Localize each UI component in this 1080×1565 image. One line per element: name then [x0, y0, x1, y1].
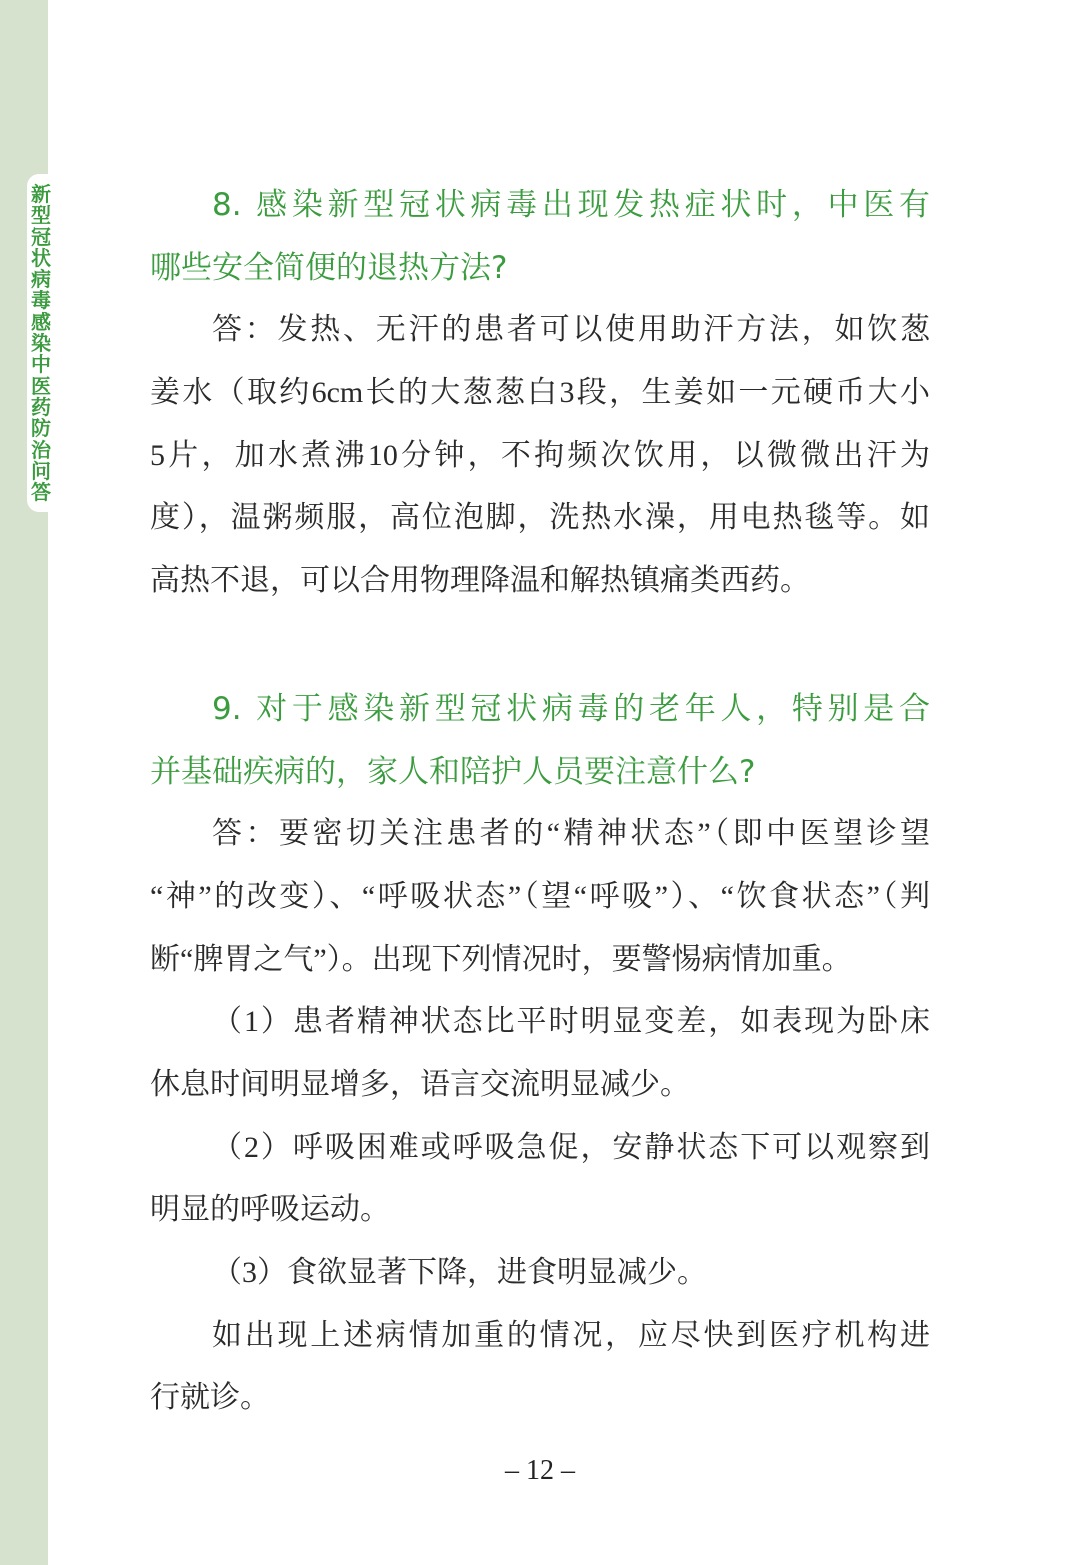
answer-9-line: 答：要密切关注患者的“精神状态”（即中医望诊望	[212, 817, 930, 851]
running-title: 新型冠状病毒感染中医药防治问答	[31, 182, 51, 505]
answer-9-line: 行就诊。	[150, 1381, 270, 1415]
answer-9-line: 断“脾胃之气”）。出现下列情况时，要警惕病情加重。	[150, 942, 852, 976]
answer-8-line: 度），温粥频服，高位泡脚，洗热水澡，用电热毯等。如	[150, 501, 930, 535]
page-content	[150, 174, 930, 1430]
question-9-heading: 并基础疾病的，家人和陪护人员要注意什么?	[150, 753, 756, 790]
question-9-heading: 9. 对于感染新型冠状病毒的老年人，特别是合	[212, 690, 930, 727]
answer-9-line: 休息时间明显增多，语言交流明显减少。	[150, 1067, 690, 1101]
answer-9-line: （3）食欲显著下降，进食明显减少。	[212, 1256, 707, 1289]
answer-9-line: （2）呼吸困难或呼吸急促，安静状态下可以观察到	[212, 1130, 930, 1164]
answer-8-line: 高热不退，可以合用物理降温和解热镇痛类西药。	[150, 564, 810, 598]
question-8-heading: 哪些安全简便的退热方法?	[150, 249, 508, 286]
answer-8-line: 姜水（取约6cm长的大葱葱白3段，生姜如一元硬币大小	[150, 376, 930, 410]
answer-9-line: “神”的改变）、“呼吸状态”（望“呼吸”）、“饮食状态”（判	[150, 879, 930, 913]
answer-9-line: 明显的呼吸运动。	[150, 1193, 390, 1227]
answer-8-line: 答：发热、无汗的患者可以使用助汗方法，如饮葱	[212, 313, 930, 347]
question-8-heading: 8. 感染新型冠状病毒出现发热症状时，中医有	[212, 187, 930, 223]
answer-8-line: 5片，加水煮沸10分钟，不拘频次饮用，以微微出汗为	[150, 438, 930, 472]
answer-9-line: 如出现上述病情加重的情况，应尽快到医疗机构进	[212, 1318, 930, 1352]
page-number: – 12 –	[505, 1455, 575, 1486]
answer-9-line: （1）患者精神状态比平时明显变差，如表现为卧床	[212, 1005, 930, 1039]
